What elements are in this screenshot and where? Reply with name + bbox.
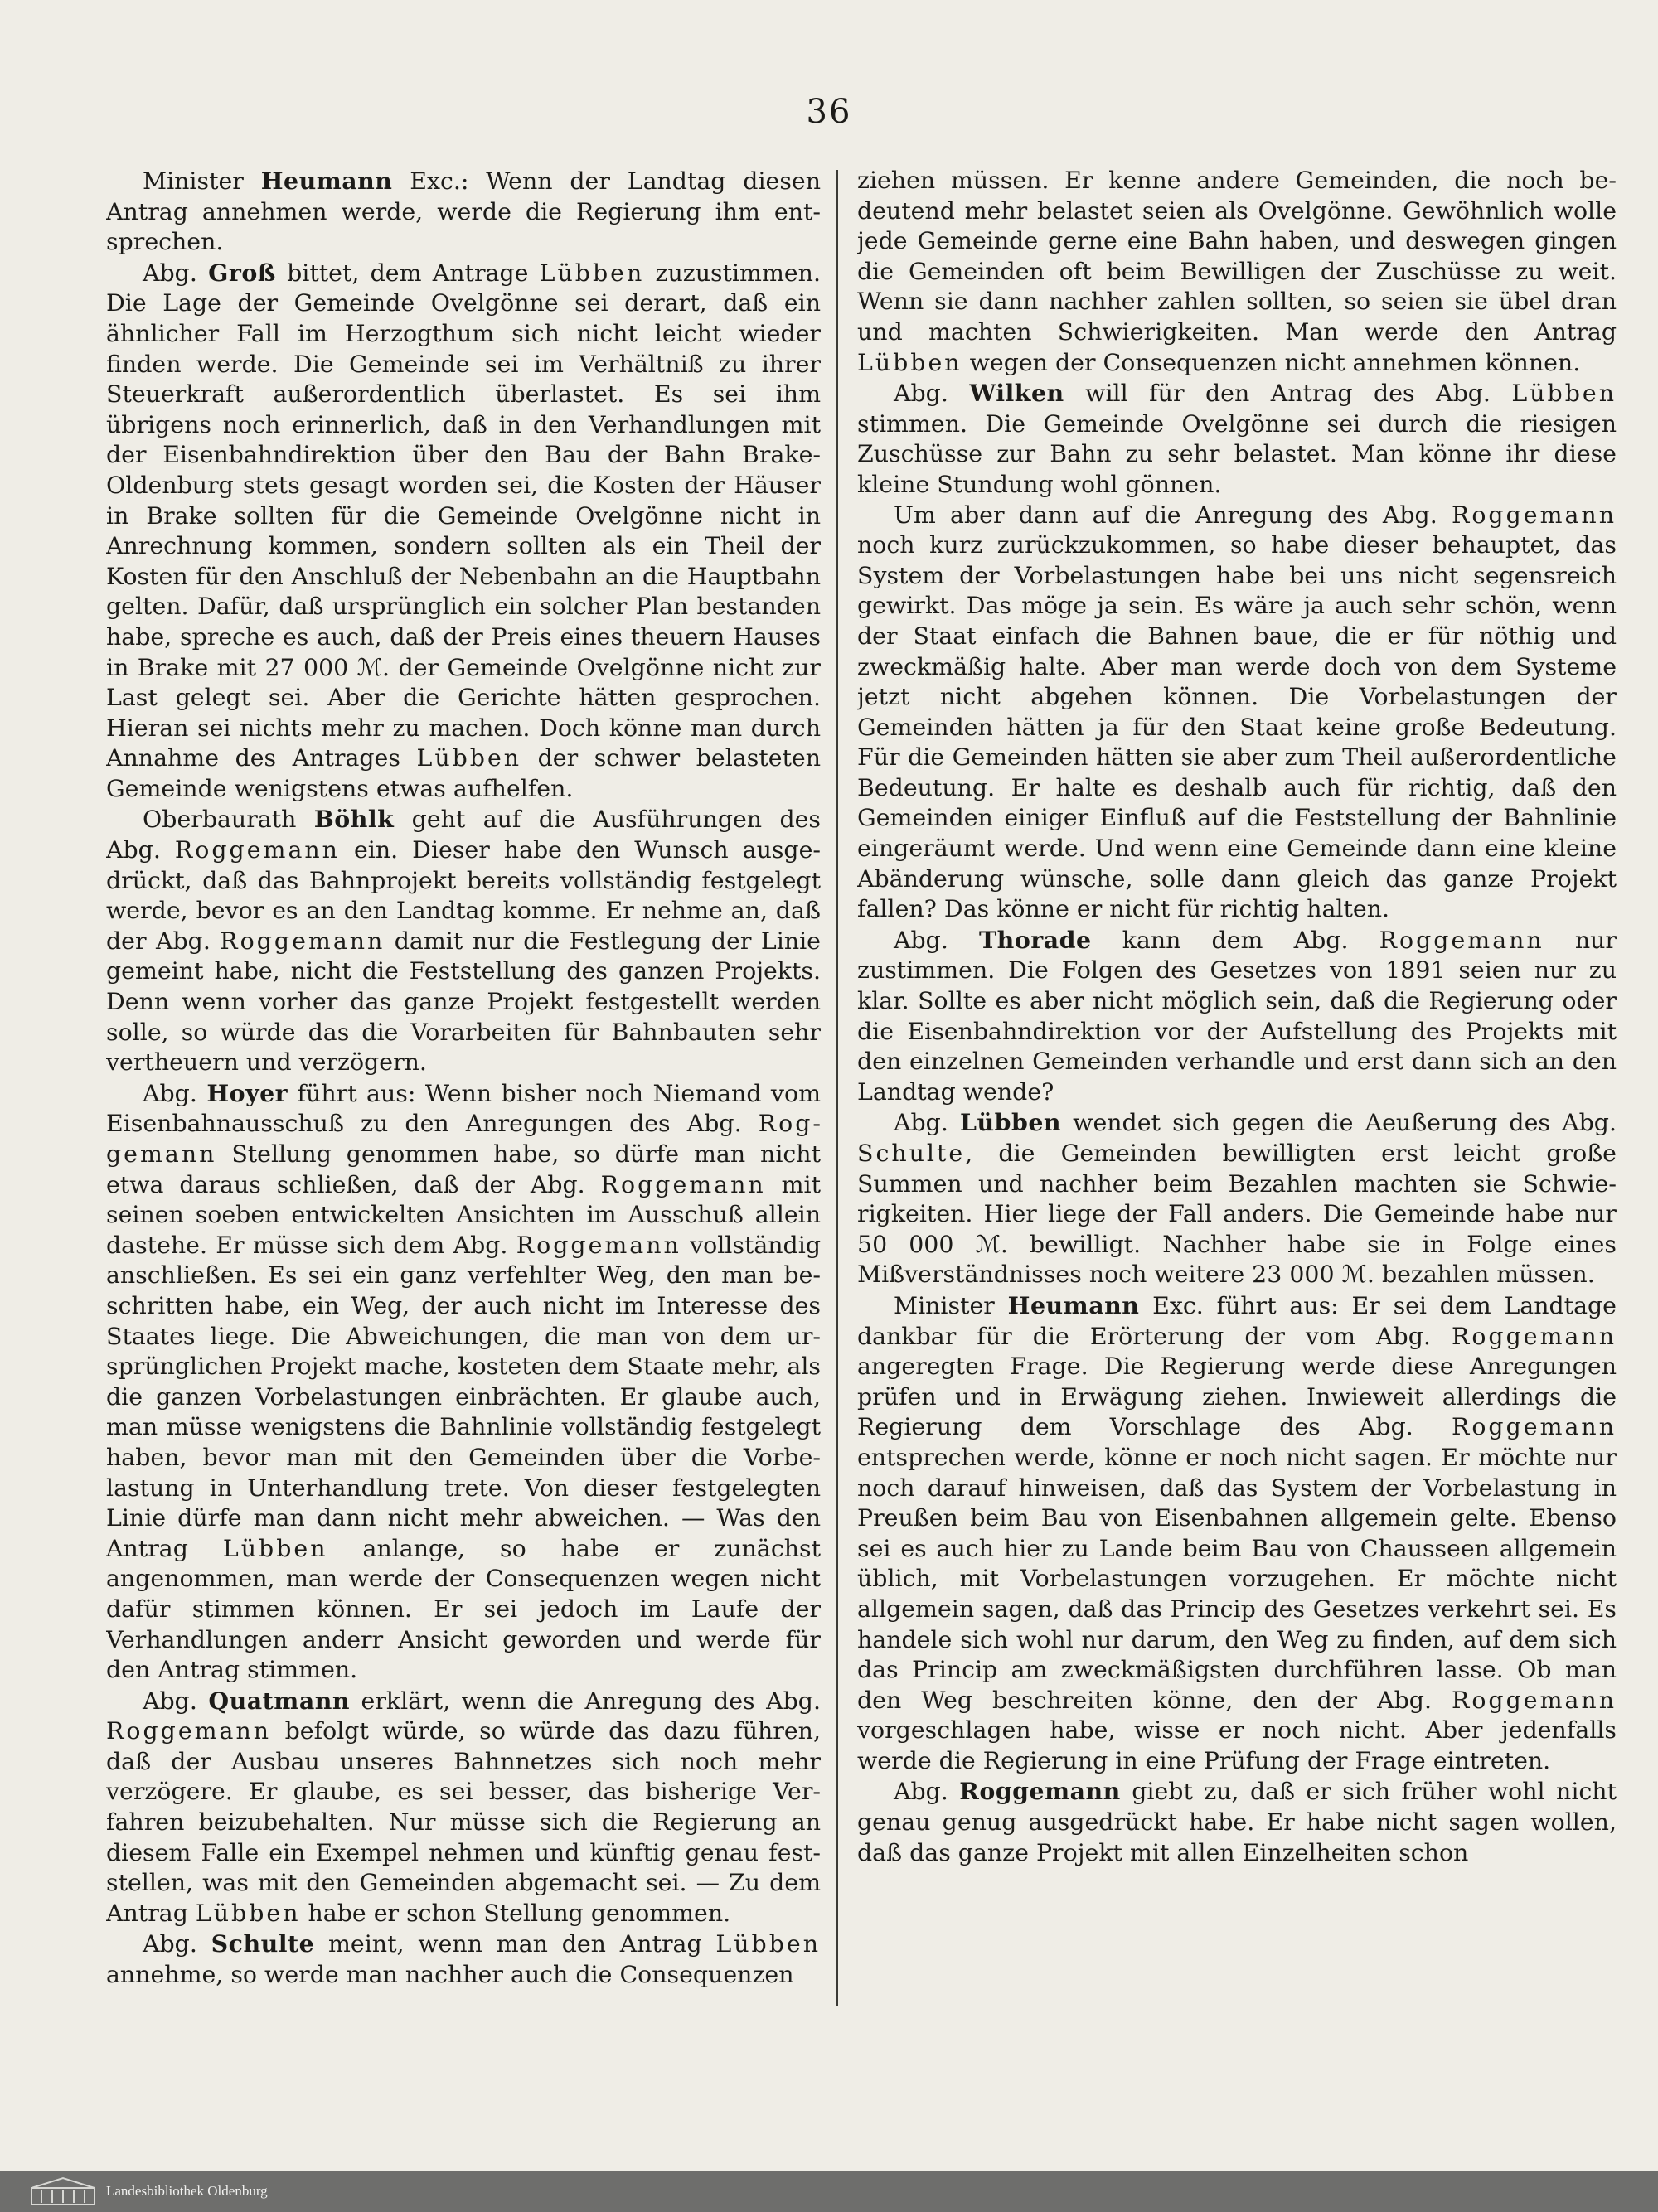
text-run: angeregten Frage. Die Regierung werde diese Anregungen prüfen und in Erwägung ziehen. Inwieweit allerdings die Regierung dem Vorschlage des Abg. xyxy=(857,1353,1617,1441)
text-run: Exc. führt aus: Er sei dem Landtage dankbar für die Erörterung der vom Abg. xyxy=(857,1291,1617,1350)
text-run: Stellung genommen habe, so dürfe man nicht etwa daraus schließen, daß der Abg. xyxy=(106,1140,821,1198)
paragraph xyxy=(857,1290,1617,1777)
spaced-name: Roggemann xyxy=(1451,1686,1617,1714)
text-run: giebt zu, daß er sich früher wohl nicht genau genug ausgedrückt habe. Er habe nicht sagen wollen, daß das ganze Projekt mit allen Einzelheiten schon xyxy=(857,1778,1617,1866)
spaced-name: Roggemann xyxy=(1451,1413,1617,1441)
paragraph xyxy=(857,378,1617,500)
speaker-name: Heumann xyxy=(260,167,393,195)
text-run: bittet, dem Antrage xyxy=(275,259,540,287)
text-run: noch kurz zurückzukommen, so habe dieser behauptet, das System der Vorbelastungen habe bei uns nicht segensreich gewirkt. Das möge ja sein. Es wäre ja auch sehr schön, wenn der Staat einfach die Bahnen baue, die er für nöthig und zweckmäßig halte. Aber man werde doch von dem Systeme jetzt nicht abgehen können. Die Vorbelastungen der Gemeinden hätten ja für den Staat keine große Bedeutung. Für die Gemeinden hätten sie aber zum Theil außerordentliche Bedeutung. Er halte es deshalb auch für richtig, daß den Gemeinden einiger Einfluß auf die Feststellung der Bahnlinie eingeräumt werde. Und wenn eine Gemeinde dann eine kleine Abänderung wünsche, solle dann gleich das ganze Projekt fallen? Das könne er nicht für richtig halten. xyxy=(857,531,1617,923)
column-divider xyxy=(836,170,838,2006)
text-run: Abg. xyxy=(894,926,980,954)
paragraph xyxy=(106,258,821,805)
spaced-name: Lübben xyxy=(195,1899,301,1927)
text-run: mit seinen soeben entwickelten Ansichten im Ausschuß allein dastehe. Er müsse sich dem Abg. xyxy=(106,1170,821,1259)
speaker-name: Böhlk xyxy=(313,805,395,834)
spaced-name: Lübben xyxy=(857,348,962,376)
spaced-name: Schulte xyxy=(857,1140,966,1167)
speaker-name: Schulte xyxy=(211,1929,315,1958)
paragraph xyxy=(106,1686,821,1929)
spaced-name: Lübben xyxy=(539,259,645,287)
text-run: kann dem Abg. xyxy=(1091,926,1379,954)
text-run: annehme, so werde man nachher auch die Consequenzen xyxy=(106,1961,794,1989)
text-run: Exc.: Wenn der Landtag diesen Antrag annehmen werde, werde die Regierung ihm entsprechen. xyxy=(106,167,821,256)
paragraph xyxy=(857,1776,1617,1868)
text-run: meint, wenn man den Antrag xyxy=(314,1930,716,1958)
text-run: Oberbaurath xyxy=(143,806,314,834)
text-run: wegen der Consequenzen nicht annehmen können. xyxy=(962,348,1581,376)
paragraph xyxy=(106,166,821,258)
text-run: vorgeschlagen habe, wisse er noch nicht. Aber jedenfalls werde die Regierung in eine Prüfung der Frage eintreten. xyxy=(857,1716,1617,1774)
spaced-name: Roggemann xyxy=(106,1717,272,1745)
text-run: befolgt würde, so würde das dazu führen, daß der Ausbau unseres Bahnnetzes sich noch mehr verzögere. Er glaube, es sei besser, das bisherige Verfahren beizubehalten. Nur müsse sich die Regierung an diesem Falle ein Exempel nehmen und künftig genau feststellen, was mit den Gemeinden abgemacht sei. — Zu dem Antrag xyxy=(106,1717,821,1927)
page-number: 36 xyxy=(806,93,852,131)
text-run: zuzustimmen. Die Lage der Gemeinde Ovelgönne sei derart, daß ein ähnlicher Fall im Herzogthum sich nicht leicht wieder finden werde. Die Gemeinde sei im Verhältniß zu ihrer Steuerkraft außerordentlich überlastet. Es sei ihm übrigens noch erinnerlich, daß in den Verhandlungen mit der Eisenbahndirektion über den Bau der Bahn Brake-Oldenburg stets gesagt worden sei, die Kosten der Häuser in Brake sollten für die Gemeinde Ovelgönne nicht in Anrechnung kommen, sondern sollten als ein Theil der Kosten für den Anschluß der Nebenbahn an die Hauptbahn gelten. Dafür, daß ursprünglich ein solcher Plan bestanden habe, spreche es auch, daß der Preis eines theuern Hauses in Brake mit 27 000 ℳ. der Gemeinde Ovelgönne nicht zur Last gelegt sei. Aber die Gerichte hätten gesprochen. Hieran sei nichts mehr zu machen. Doch könne man durch Annahme des Antrages xyxy=(106,259,821,772)
spaced-name: Roggemann xyxy=(516,1231,681,1259)
text-run: stimmen. Die Gemeinde Ovelgönne sei durch die riesigen Zuschüsse zur Bahn zu sehr belastet. Man könne ihr diese kleine Stundung wohl gönnen. xyxy=(857,409,1617,498)
speaker-name: Wilken xyxy=(969,379,1064,408)
text-run: nur zustimmen. Die Folgen des Gesetzes von 1891 seien nur zu klar. Sollte es aber nicht möglich sein, daß die Regierung oder die Eisenbahndirektion vor der Aufstellung des Projekts mit den einzelnen Gemeinden verhandle und erst dann sich an den Landtag wende? xyxy=(857,926,1617,1106)
text-run: damit nur die Festlegung der Linie gemeint habe, nicht die Feststellung des ganzen Projekts. Denn wenn vorher das ganze Projekt festgestellt werden solle, so würde das die Vorarbeiten für Bahnbauten sehr vertheuern und verzögern. xyxy=(106,927,821,1077)
text-run: Um aber dann auf die Anregung des Abg. xyxy=(894,501,1452,529)
text-run: habe er schon Stellung genommen. xyxy=(300,1899,731,1927)
spaced-name: Roggemann xyxy=(1379,926,1544,954)
paragraph xyxy=(857,1107,1617,1290)
speaker-name: Roggemann xyxy=(959,1777,1121,1806)
text-run: Abg. xyxy=(143,1079,207,1107)
text-run: will für den Antrag des Abg. xyxy=(1064,380,1512,408)
text-run: wendet sich gegen die Aeußerung des Abg. xyxy=(1061,1109,1617,1137)
spaced-name: Lübben xyxy=(715,1930,821,1958)
spaced-name: Roggemann xyxy=(1451,501,1617,529)
text-run: vollständig anschließen. Es sei ein ganz verfehlter Weg, den man beschritten habe, ein Weg, der auch nicht im Interesse des Staates liege. Die Abweichungen, die man von dem ursprünglichen Projekt mache, kosteten dem Staate mehr, als die ganzen Vorbelastungen einbrächten. Er glaube auch, man müsse wenigstens die Bahnlinie vollständig festgelegt haben, bevor man mit den Gemeinden über die Vorbelastung in Unterhandlung trete. Von dieser festgelegten Linie dürfe man dann nicht mehr abweichen. — Was den Antrag xyxy=(106,1231,821,1562)
paragraph xyxy=(857,925,1617,1108)
spaced-name: Roggemann xyxy=(220,927,385,955)
speaker-name: Groß xyxy=(208,258,276,287)
library-name: Landesbibliothek Oldenburg xyxy=(106,2183,268,2199)
text-run: Minister xyxy=(143,167,261,195)
footer-bar xyxy=(0,2171,1658,2212)
spaced-name: Lübben xyxy=(1511,380,1617,408)
text-run: Abg. xyxy=(143,1687,209,1715)
text-run: Abg. xyxy=(894,380,970,408)
text-run: erklärt, wenn die Anregung des Abg. xyxy=(350,1687,821,1715)
text-run: Abg. xyxy=(894,1778,960,1806)
paragraph xyxy=(106,1929,821,1990)
paragraph xyxy=(106,1078,821,1686)
paragraph xyxy=(106,804,821,1077)
speaker-name: Lübben xyxy=(960,1108,1062,1137)
text-column-right xyxy=(857,166,1617,2014)
speaker-name: Heumann xyxy=(1007,1290,1140,1319)
spaced-name: Roggemann xyxy=(600,1170,766,1198)
text-run: der schwer belasteten Gemeinde wenigstens etwas aufhelfen. xyxy=(106,744,821,802)
spaced-name: Lübben xyxy=(222,1534,328,1562)
library-building-icon xyxy=(30,2176,96,2206)
text-run: , die Gemeinden bewilligten erst leicht große Summen und nachher beim Bezahlen machten sie Schwierigkeiten. Hier liege der Fall anders. Die Gemeinde habe nur 50 000 ℳ. bewilligt. Nachher habe sie in Folge eines Mißverständnisses noch weitere 23 000 ℳ. bezahlen müssen. xyxy=(857,1140,1617,1289)
text-run: Minister xyxy=(894,1291,1008,1319)
text-run: ziehen müssen. Er kenne andere Gemeinden, die noch bedeutend mehr belastet seien als Ovelgönne. Gewöhnlich wolle jede Gemeinde gerne eine Bahn haben, und deswegen gingen die Gemeinden oft beim Bewilligen der Zuschüsse zu weit. Wenn sie dann nachher zahlen sollten, so seien sie übel dran und machten Schwierigkeiten. Man werde den Antrag xyxy=(857,167,1617,346)
speaker-name: Hoyer xyxy=(206,1078,288,1107)
speaker-name: Quatmann xyxy=(208,1686,351,1715)
spaced-name: Roggemann xyxy=(106,1110,821,1168)
text-run: anlange, so habe er zunächst angenommen, man werde der Consequenzen wegen nicht dafür stimmen können. Er sei jedoch im Laufe der Verhandlungen anderr Ansicht geworden und werde für den Antrag stimmen. xyxy=(106,1534,821,1684)
text-run: geht auf die Ausführungen des Abg. xyxy=(106,806,821,864)
text-run: Abg. xyxy=(143,259,209,287)
text-column-left xyxy=(106,166,821,2014)
speaker-name: Thorade xyxy=(979,925,1092,954)
paragraph xyxy=(857,166,1617,378)
text-run: Abg. xyxy=(894,1109,961,1137)
spaced-name: Roggemann xyxy=(1451,1322,1617,1350)
text-run: führt aus: Wenn bisher noch Niemand vom Eisenbahnausschuß zu den Anregungen des Abg. xyxy=(106,1079,821,1138)
spaced-name: Lübben xyxy=(416,744,522,772)
paragraph xyxy=(857,501,1617,925)
text-run: Abg. xyxy=(143,1930,211,1958)
text-run: entsprechen werde, könne er noch nicht sagen. Er möchte nur noch darauf hinweisen, daß das System der Vorbelastung in Preußen beim Bau von Eisenbahnen allgemein gelte. Ebenso sei es auch hier zu Lande beim Bau von Chausseen allgemein üblich, mit Vorbelastungen vorzugehen. Er möchte nicht allgemein sagen, daß das Princip des Gesetzes verkehrt sei. Es handele sich wohl nur darum, den Weg zu finden, auf dem sich das Princip am zweckmäßigsten durchführen lasse. Ob man den Weg beschreiten könne, den der Abg. xyxy=(857,1443,1617,1714)
text-run: ein. Dieser habe den Wunsch ausgedrückt, daß das Bahnprojekt bereits vollständig festgelegt werde, bevor es an den Landtag komme. Er nehme an, daß der Abg. xyxy=(106,836,821,955)
spaced-name: Roggemann xyxy=(174,836,340,864)
